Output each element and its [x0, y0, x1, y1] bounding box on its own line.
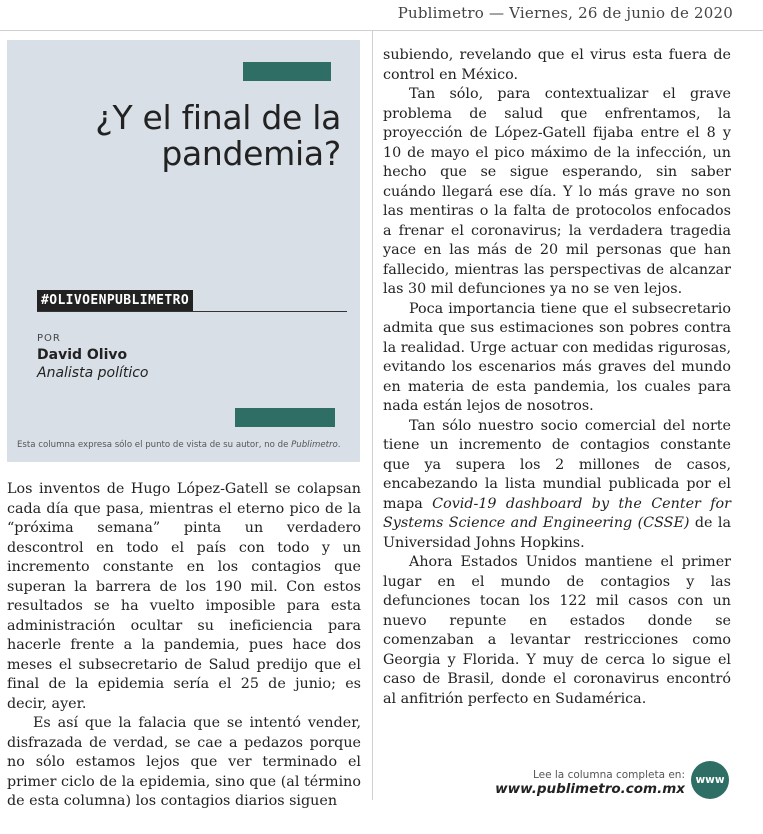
disclaimer — [17, 440, 357, 450]
column-divider — [372, 30, 373, 800]
article-paragraph — [383, 417, 731, 554]
page-header — [0, 0, 763, 31]
disclaimer-text: Esta columna expresa sólo el punto de vista de su autor, no de — [17, 440, 292, 450]
author-name: David Olivo — [37, 347, 128, 363]
byline-por: POR — [37, 333, 61, 344]
article-column-left — [7, 480, 361, 812]
accent-bar-top — [243, 62, 331, 81]
www-badge-icon: www — [691, 761, 729, 799]
article-paragraph: Los inventos de Hugo López-Gatell se colapsan cada día que pasa, mientras el eterno pico de la “próxima semana” pinta un verdadero descontrol en todo el país con todo y un incremento constante en los contagios que superan la barrera de los 190 mil. Con estos resultados se ha vuelto imposible para esta administración ocultar su ineficiencia para hacerle frente a la pandemia, pues hace dos meses el subsecretario de Salud predijo que el final de la epidemia sería el 25 de junio; es decir, ayer. — [7, 481, 361, 712]
dashboard-name: Covid-19 dashboard by the Center for Systems Science and Engineering (CSSE) — [383, 495, 731, 531]
paragraph-text: de la Universidad Johns Hopkins. — [383, 515, 731, 551]
paragraph-text: Tan sólo nuestro socio comercial del norte tiene un incremento de contagios constante que ya supera los 2 millones de casos, encabezando la lista mundial publicada por el mapa — [383, 417, 731, 512]
column-hashtag: #OLIVOENPUBLIMETRO — [37, 290, 193, 311]
website-link[interactable]: www.publimetro.com.mx — [495, 781, 685, 797]
article-paragraph: Poca importancia tiene que el subsecretario admita que sus estimaciones son pobres contra la realidad. Urge actuar con medidas rigurosas, evitando los escenarios más graves del mundo en materia de esta pandemia, los cuales para nada están lejos de nosotros. — [383, 300, 731, 414]
disclaimer-end: . — [337, 440, 341, 450]
article-paragraph: subiendo, revelando que el virus esta fuera de control en México. — [383, 47, 731, 83]
header-publication-date: Publimetro — Viernes, 26 de junio de 2020 — [397, 4, 733, 22]
article-paragraph: Ahora Estados Unidos mantiene el primer lugar en el mundo de contagios y las defunciones tocan los 122 mil casos con un nuevo repunte en estados donde se comenzaban a levantar restricciones como Georgia y Florida. Y muy de cerca lo sigue el caso de Brasil, donde el coronavirus encontró al anfitrión perfecto en Sudamérica. — [383, 554, 731, 707]
article-paragraph: Tan sólo, para contextualizar el grave problema de salud que enfrentamos, la proyección de López-Gatell fijaba entre el 8 y 10 de mayo el pico máximo de la infección, un hecho que se sigue esperando, sin saber cuándo llegará ese día. Y lo más grave no son las mentiras o la falta de protocolos enfocados a frenar el coronavirus; la verdadera tragedia yace en las más de 20 mil personas que han fallecido, mientras las perspectivas de alcanzar las 30 mil defunciones ya no se ven lejos. — [383, 86, 731, 297]
column-title: ¿Y el final de la pandemia? — [95, 98, 341, 173]
read-more-label: Lee la columna completa en: — [532, 769, 685, 781]
hashtag-rule — [37, 311, 347, 312]
disclaimer-publication: Publimetro — [291, 440, 338, 450]
author-role: Analista político — [37, 365, 149, 381]
article-column-right — [383, 46, 731, 709]
article-paragraph: Es así que la falacia que se intentó vender, disfrazada de verdad, se cae a pedazos porque no sólo estamos lejos que ver terminado el primer ciclo de la epidemia, sino que (al término de esta columna) los contagios diarios siguen — [7, 715, 361, 809]
column-header-box — [7, 40, 360, 462]
accent-bar-bottom — [235, 408, 335, 427]
